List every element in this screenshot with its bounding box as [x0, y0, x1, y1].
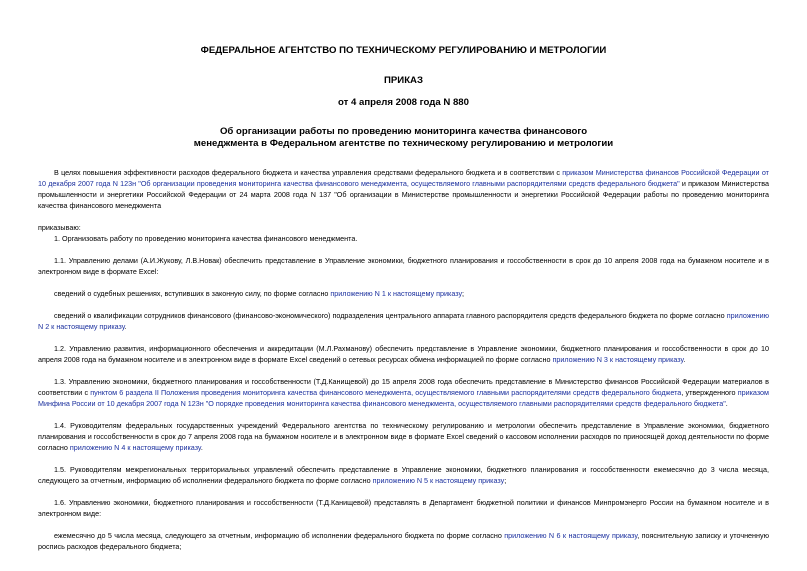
document-type: ПРИКАЗ: [384, 75, 423, 86]
document-title: [0, 126, 807, 150]
link-appendix-5[interactable]: приложению N 5 к настоящему приказу: [372, 476, 505, 485]
link-regulation-section-2[interactable]: пунктом 6 раздела II Положения проведения мониторинга качества финансового менеджмента, осуществляемого главными распорядителями средств федерального бюджета: [90, 388, 682, 397]
link-appendix-6[interactable]: приложению N 6 к настоящему приказу: [504, 531, 638, 540]
paragraph-1-4: 1.4. Руководителям федеральных государственных учреждений Федерального агентства по техническому регулированию и метрологии обеспечить представление в Управление экономики, бюджетного планирования и госсобственности в срок до 7 апреля 2008 года на бумажном носителе и в электронном виде в формате Excel сведений о кассовом исполнении расходов по приносящей доход деятельности по форме согласно приложению N 4 к настоящему приказу.: [38, 421, 769, 452]
paragraph-1-2: 1.2. Управлению развития, информационного обеспечения и аккредитации (М.Л.Рахманову) обеспечить представление в Управление экономики, бюджетного планирования и госсобственности в срок до 10 апреля 2008 года на бумажном носителе и в электронном виде в формате Excel сведений о сетевых ресурсах обмена информацией по форме согласно приложению N 3 к настоящему приказу.: [38, 344, 769, 364]
title-line-1: Об организации работы по проведению мониторинга качества финансового: [219, 126, 588, 137]
paragraph-1-1: 1.1. Управлению делами (А.И.Жукову, Л.В.Новак) обеспечить представление в Управление экономики, бюджетного планирования и госсобственности в срок до 10 апреля 2008 года на бумажном носителе и в электронном виде в формате Excel:: [38, 256, 769, 276]
link-appendix-4[interactable]: приложению N 4 к настоящему приказу: [69, 443, 201, 452]
document-date: от 4 апреля 2008 года N 880: [338, 97, 469, 108]
paragraph-1-6: 1.6. Управлению экономики, бюджетного планирования и госсобственности (Т.Д.Канищевой) представлять в Департамент бюджетной политики и финансов Минпромэнерго России на бумажном носителе и в электронном виде:: [38, 498, 769, 518]
paragraph-1-3: 1.3. Управлению экономики, бюджетного планирования и госсобственности (Т.Д.Канищевой) до 15 апреля 2008 года обеспечить представление в Министерство финансов Российской Федерации материалов в соответствии с пунктом 6 раздела II Положения проведения мониторинга качества финансового менеджмента, осуществляемого главными распорядителями средств федерального бюджета, утвержденного приказом Минфина России от 10 декабря 2007 года N 123н "О порядке проведения мониторинга качества финансового менеджмента, осуществляемого главными распорядителями средств федерального бюджета".: [38, 377, 769, 408]
paragraph-1-6-a: ежемесячно до 5 числа месяца, следующего за отчетным, информацию об исполнении федерального бюджета по форме согласно приложению N 6 к настоящему приказу, пояснительную записку и уточненную роспись расходов федерального бюджета;: [38, 531, 769, 551]
link-appendix-3[interactable]: приложению N 3 к настоящему приказу: [552, 355, 684, 364]
paragraph-1: 1. Организовать работу по проведению мониторинга качества финансового менеджмента.: [54, 234, 358, 243]
link-minfin-order-123n[interactable]: приказом Минфина России от 10 декабря 2007 года N 123н "О порядке проведения мониторинга качества финансового менеджмента, осуществляемого главными распорядителями средств федерального бюджета": [38, 388, 769, 408]
title-line-2: менеджмента в Федеральном агентстве по техническому регулированию и метрологии: [193, 138, 614, 149]
paragraph-1-1-b: сведений о квалификации сотрудников финансового (финансово-экономического) подразделения центрального аппарата главного распорядителя средств федерального бюджета по форме согласно приложению N 2 к настоящему приказу.: [38, 311, 769, 331]
prikazyvayu-text: приказываю:: [38, 223, 81, 232]
link-appendix-2[interactable]: приложению N 2 к настоящему приказу: [38, 311, 769, 331]
link-appendix-1[interactable]: приложению N 1 к настоящему приказу: [330, 289, 463, 298]
paragraph-1-1-a: сведений о судебных решениях, вступивших в законную силу, по форме согласно приложению N 1 к настоящему приказу;: [54, 289, 465, 298]
document-body: [38, 167, 769, 552]
preamble-paragraph: В целях повышения эффективности расходов федерального бюджета и качества управления средствами федерального бюджета и в соответствии с приказом Министерства финансов Российской Федерации от 10 декабря 2007 года N 123н "Об организации проведения мониторинга качества финансового менеджмента, осуществляемого главными распорядителями средств федерального бюджета" и приказом Министерства промышленности и энергетики Российской Федерации от 24 марта 2008 года N 137 "Об организации в Министерстве промышленности и энергетики Российской Федерации работы по проведению мониторинга качества финансового менеджмента: [38, 168, 769, 210]
paragraph-1-5: 1.5. Руководителям межрегиональных территориальных управлений обеспечить представление в Управление экономики, бюджетного планирования и госсобственности ежемесячно до 3 числа месяца, следующего за отчетным, информацию об исполнении федерального бюджета по форме согласно приложению N 5 к настоящему приказу;: [38, 465, 769, 485]
agency-name: ФЕДЕРАЛЬНОЕ АГЕНТСТВО ПО ТЕХНИЧЕСКОМУ РЕГУЛИРОВАНИЮ И МЕТРОЛОГИИ: [200, 45, 607, 56]
link-minfin-order[interactable]: приказом Министерства финансов Российской Федерации от 10 декабря 2007 года N 123н "Об организации проведения мониторинга качества финансового менеджмента, осуществляемого главными распорядителями средств федерального бюджета": [38, 168, 769, 188]
